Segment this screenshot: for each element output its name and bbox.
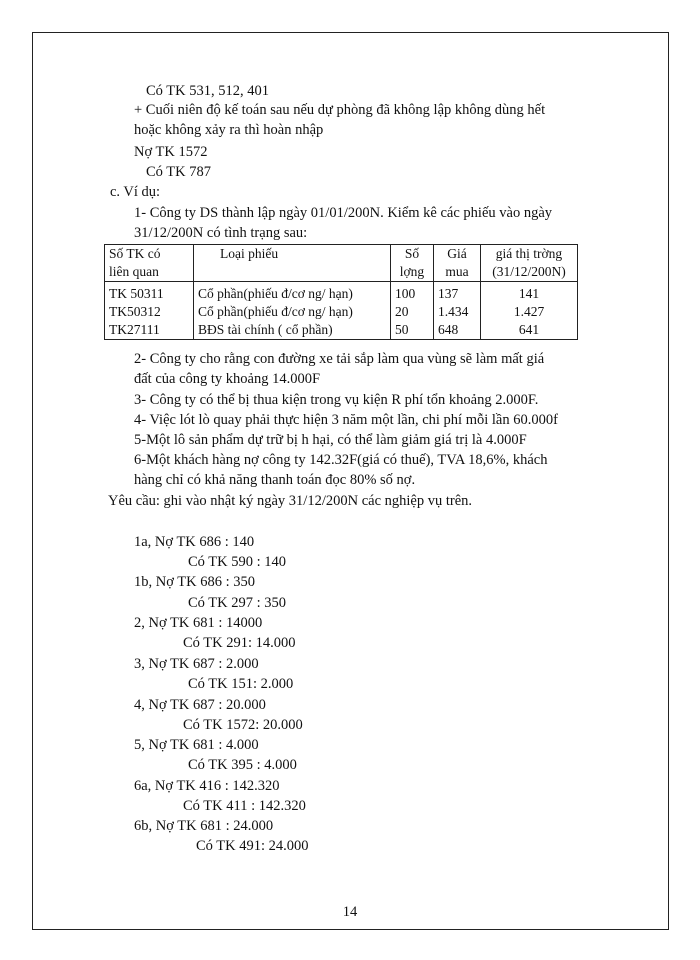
text-line: Có TK 531, 512, 401: [146, 83, 269, 99]
table-cell: 20: [391, 303, 434, 321]
text-line: 6-Một khách hàng nợ công ty 142.32F(giá có thuế), TVA 18,6%, khách: [134, 452, 548, 468]
table-row: [105, 321, 578, 340]
header-cell: giá thị trờng (31/12/200N): [481, 245, 578, 282]
text-line: Nợ TK 1572: [134, 144, 208, 160]
table-cell: 1.427: [481, 303, 578, 321]
table-cell: BĐS tài chính ( cổ phần): [194, 321, 391, 340]
table-header-row: [105, 245, 578, 282]
table-cell: 641: [481, 321, 578, 340]
text-line: hoặc không xảy ra thì hoàn nhập: [134, 122, 324, 138]
text-line: 4- Việc lót lò quay phải thực hiện 3 năm một lần, chi phí mỗi lần 60.000f: [134, 412, 558, 428]
table-cell: 100: [391, 282, 434, 304]
table-cell: 141: [481, 282, 578, 304]
table-cell: 648: [434, 321, 481, 340]
journal-entry: 1b, Nợ TK 686 : 350: [134, 574, 255, 590]
journal-entry: Có TK 297 : 350: [188, 595, 287, 611]
journal-entry: Có TK 491: 24.000: [196, 838, 309, 854]
text-line: 1- Công ty DS thành lập ngày 01/01/200N. Kiểm kê các phiếu vào ngày: [134, 205, 553, 221]
text-line: đất của công ty khoảng 14.000F: [134, 371, 321, 387]
journal-entry: Có TK 291: 14.000: [183, 635, 296, 651]
text-line: 5-Một lô sản phẩm dự trữ bị h hại, có thể làm giảm giá trị là 4.000F: [134, 432, 527, 448]
text-line: 31/12/200N có tình trạng sau:: [134, 225, 308, 241]
table-cell: Cổ phần(phiếu đ/cơ ng/ hạn): [194, 303, 391, 321]
table-row: [105, 303, 578, 321]
header-cell: Loại phiếu: [194, 245, 391, 282]
table-cell: Cổ phần(phiếu đ/cơ ng/ hạn): [194, 282, 391, 304]
table-cell: TK 50311: [105, 282, 194, 304]
journal-entry: 2, Nợ TK 681 : 14000: [134, 615, 263, 631]
journal-entry: Có TK 590 : 140: [188, 554, 287, 570]
table-cell: 1.434: [434, 303, 481, 321]
journal-entry: 6b, Nợ TK 681 : 24.000: [134, 818, 274, 834]
text-line: hàng chỉ có khả năng thanh toán đọc 80% số nợ.: [134, 472, 416, 488]
table-cell: 137: [434, 282, 481, 304]
page-number: 14: [342, 904, 358, 920]
table-cell: 50: [391, 321, 434, 340]
journal-entry: Có TK 395 : 4.000: [188, 757, 297, 773]
table-cell: TK27111: [105, 321, 194, 340]
table-cell: TK50312: [105, 303, 194, 321]
text-line: 3- Công ty có thể bị thua kiện trong vụ kiện R phí tổn khoảng 2.000F.: [134, 392, 539, 408]
journal-entry: Có TK 411 : 142.320: [183, 798, 306, 814]
journal-entry: 4, Nợ TK 687 : 20.000: [134, 697, 266, 713]
journal-entry: 6a, Nợ TK 416 : 142.320: [134, 778, 280, 794]
header-cell: Số TK có liên quan: [105, 245, 194, 282]
section-heading: c. Ví dụ:: [110, 184, 161, 200]
journal-entry: 3, Nợ TK 687 : 2.000: [134, 656, 259, 672]
header-cell: Số lợng: [391, 245, 434, 282]
requirement-line: Yêu cầu: ghi vào nhật ký ngày 31/12/200N các nghiệp vụ trên.: [108, 493, 473, 509]
text-line: 2- Công ty cho rằng con đường xe tải sắp làm qua vùng sẽ làm mất giá: [134, 351, 545, 367]
securities-table: [104, 244, 578, 340]
journal-entry: 5, Nợ TK 681 : 4.000: [134, 737, 259, 753]
journal-entry: Có TK 1572: 20.000: [183, 717, 303, 733]
table-row: [105, 282, 578, 304]
journal-entry: Có TK 151: 2.000: [188, 676, 294, 692]
text-line: + Cuối niên độ kế toán sau nếu dự phòng đã không lập không dùng hết: [134, 102, 546, 118]
header-cell: Giá mua: [434, 245, 481, 282]
journal-entry: 1a, Nợ TK 686 : 140: [134, 534, 255, 550]
text-line: Có TK 787: [146, 164, 211, 180]
